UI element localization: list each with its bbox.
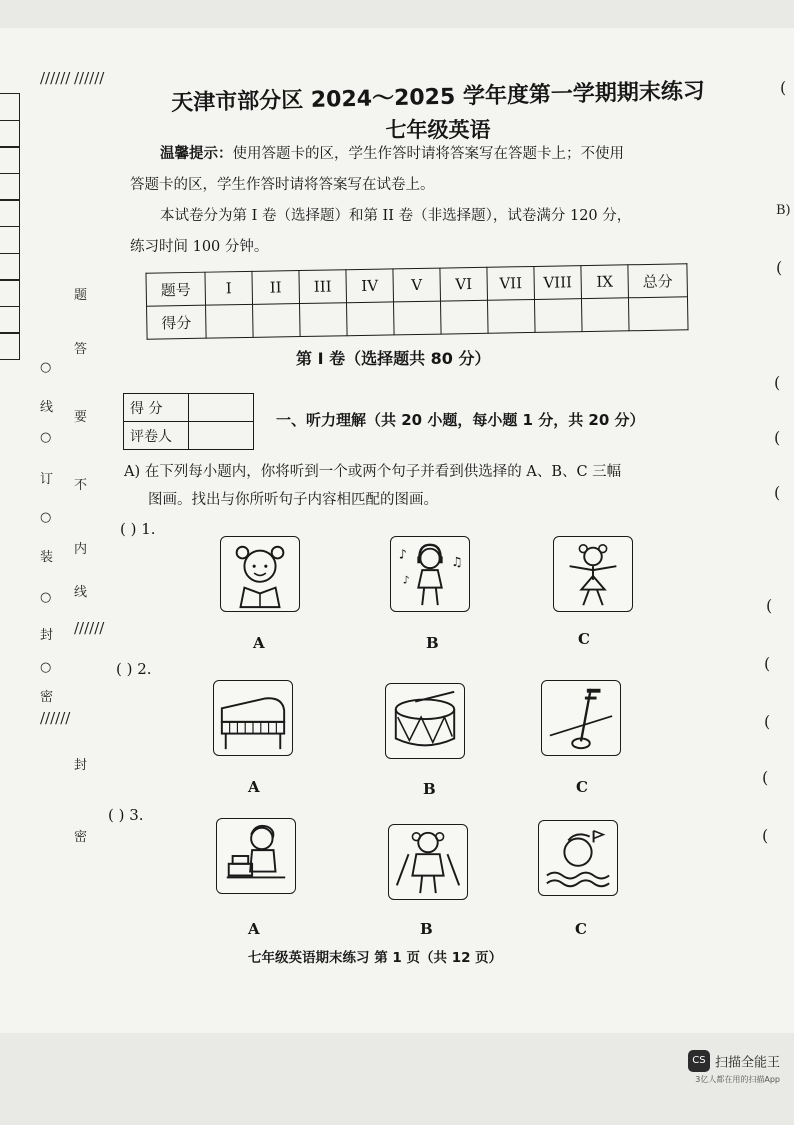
score-cell[interactable] (534, 299, 582, 333)
binding-label: 线 (40, 400, 54, 415)
student-info-boxes (0, 93, 20, 359)
option-picture-q2-c[interactable] (541, 680, 621, 756)
question-1-label: ( ) 1. (120, 520, 156, 538)
seal-circle: ○ (40, 360, 52, 375)
cut-line-slashes: ////// (40, 709, 71, 727)
option-label: B (420, 920, 433, 938)
score-table (145, 263, 688, 339)
binding-margin (0, 28, 105, 1033)
option-label: C (575, 920, 587, 938)
notice-line: 本试卷分为第 I 卷（选择题）和第 II 卷（非选择题），试卷满分 120 分， (160, 208, 632, 224)
binding-label: 封 (40, 628, 54, 643)
camscanner-logo-icon: CS (688, 1050, 710, 1072)
svg-text:♫: ♫ (451, 554, 463, 570)
grader-score-cell[interactable] (189, 394, 254, 422)
seal-circle: ○ (40, 430, 52, 445)
seal-circle: ○ (40, 510, 52, 525)
option-label: B (426, 634, 439, 652)
question-2-label: ( ) 2. (116, 660, 152, 678)
score-cell[interactable] (206, 304, 254, 338)
question-3-label: ( ) 3. (108, 806, 144, 824)
option-label: A (248, 778, 260, 796)
score-cell[interactable] (394, 301, 442, 335)
girl-swimming-icon (539, 821, 617, 895)
cut-line-slashes: ////// (74, 69, 105, 87)
girl-baking-cake-icon (217, 819, 295, 893)
option-picture-q1-b[interactable] (390, 536, 470, 612)
binding-label: 答 (74, 342, 88, 357)
option-label: C (578, 630, 590, 648)
exam-subtitle: 七年级英语 (385, 118, 491, 142)
notice-line: 答题卡的区，学生作答时请将答案写在试卷上。 (130, 177, 435, 193)
score-table-header-row: 题号 I II III IV V VI VII VIII IX 总分 (146, 264, 687, 306)
scanner-watermark: CS 扫描全能王 3亿人都在用的扫描App (688, 1050, 780, 1085)
score-table-score-row: 得分 (147, 297, 688, 339)
binding-label: 密 (74, 830, 88, 845)
score-cell[interactable] (253, 304, 301, 338)
girl-sweeping-icon (389, 825, 467, 899)
notice-label: 温馨提示： (160, 146, 233, 162)
score-cell[interactable] (440, 300, 488, 334)
exam-title: 天津市部分区 2024～2025 学年度第一学期期末练习 (170, 78, 706, 117)
score-cell[interactable] (581, 298, 629, 332)
grader-name-cell[interactable] (189, 422, 254, 450)
piano-icon (214, 681, 292, 755)
girl-headphones-music-icon (391, 537, 469, 611)
page-footer: 七年级英语期末练习 第 1 页（共 12 页） (248, 950, 503, 966)
drum-icon (386, 684, 464, 758)
seal-circle: ○ (40, 590, 52, 605)
part1-heading: 第 I 卷（选择题共 80 分） (296, 349, 491, 368)
section1-title: 一、听力理解（共 20 小题，每小题 1 分，共 20 分） (276, 411, 645, 429)
binding-label: 要 (74, 410, 88, 425)
binding-label: 订 (40, 472, 54, 487)
notice-line: 温馨提示：使用答题卡的区，学生作答时请将答案写在答题卡上；不使用 (160, 146, 624, 162)
option-label: A (248, 920, 260, 938)
seal-circle: ○ (40, 660, 52, 675)
instruction-line: A) 在下列每小题内，你将听到一个或两个句子并看到供选择的 A、B、C 三幅 (124, 464, 622, 480)
binding-label: 封 (74, 758, 88, 773)
score-cell[interactable] (487, 299, 535, 333)
option-picture-q2-b[interactable] (385, 683, 465, 759)
cut-line-slashes: ////// (40, 69, 71, 87)
exam-page: ////// ////// ////// ////// ○ ○ ○ ○ ○ 线 订 装 封 密 题 答 要 不 内 线 封 密 ( B) ( ( ( ( ( ( ( ( ( 天津市部分区 2024～2025 学年度第一学期期末练习 七年级英语 温馨提示：使用答题卡的区，学生作答时请将答案写在答题卡上；不使用 答题卡的区，学生作答时请将答案写在试卷上。 本试卷分为第 I 卷（选择题）和第 II 卷（非选择题），试卷满分 120 分， 练习时间 100 分钟。 题号 I II III IV V VI VII VIII IX 总分 得分 第 I 卷（选择题共 80 分） 得 分 评卷人 一、听力理解（共 20 小题，每小题 1 分，共 20 分） A) 在下列每小题内，你将听到一个或两个句子并看到供选择的 A、B、C 三幅 图画。找出与你所听句子内容相匹配的图画。 ( ) 1. ♪ ♫ ♪ A B C ( ) 2. A B C ( ) 3. A B C 七年级英语期末练习 第 1 页（共 12 页） (0, 28, 794, 1033)
score-cell[interactable] (347, 302, 395, 336)
binding-label: 装 (40, 550, 54, 565)
option-picture-q1-a[interactable] (220, 536, 300, 612)
girl-reading-icon (221, 537, 299, 611)
binding-label: 题 (74, 288, 88, 303)
grader-box: 得 分 评卷人 (123, 393, 254, 450)
erhu-icon (542, 681, 620, 755)
instruction-line: 图画。找出与你所听句子内容相匹配的图画。 (148, 492, 438, 508)
svg-text:♪: ♪ (398, 546, 407, 562)
option-label: C (576, 778, 588, 796)
girl-dancing-icon (554, 537, 632, 611)
option-picture-q2-a[interactable] (213, 680, 293, 756)
option-label: A (253, 634, 265, 652)
binding-label: 内 (74, 542, 88, 557)
option-picture-q3-a[interactable] (216, 818, 296, 894)
cut-line-slashes: ////// (74, 619, 105, 637)
option-picture-q3-c[interactable] (538, 820, 618, 896)
binding-label: 不 (74, 478, 88, 493)
binding-label: 线 (74, 585, 88, 600)
binding-label: 密 (40, 690, 54, 705)
option-label: B (423, 780, 436, 798)
score-cell[interactable] (628, 297, 688, 331)
score-cell[interactable] (300, 303, 348, 337)
option-picture-q3-b[interactable] (388, 824, 468, 900)
option-picture-q1-c[interactable] (553, 536, 633, 612)
notice-line: 练习时间 100 分钟。 (130, 239, 269, 255)
svg-text:♪: ♪ (402, 573, 410, 587)
